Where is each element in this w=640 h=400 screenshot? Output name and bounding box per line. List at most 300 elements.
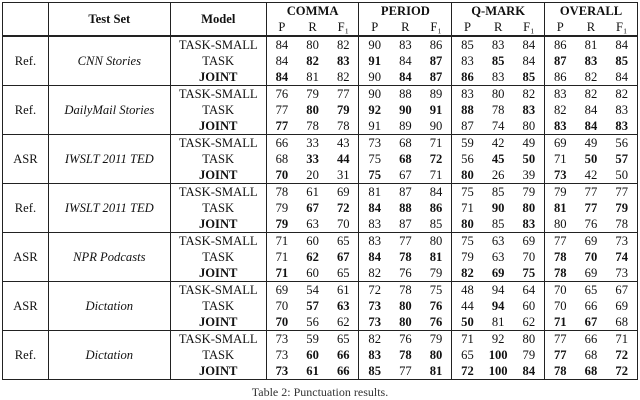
test-type: ASR xyxy=(3,135,49,184)
metric-cell: 66 xyxy=(328,363,359,380)
metric-cell: 71 xyxy=(553,152,567,166)
metric-cell: 70 xyxy=(275,315,289,329)
metric-cell: 71 xyxy=(461,332,474,346)
metric-cell: 87 xyxy=(421,53,452,69)
metric-cell: 83 xyxy=(399,38,412,52)
metric-cell: 80 xyxy=(514,331,545,348)
model-name: TASK xyxy=(170,102,266,118)
test-type: Ref. xyxy=(3,331,49,380)
metric-cell: 90 xyxy=(421,118,452,135)
metric-cell: 77 xyxy=(275,103,289,117)
header-metric: P xyxy=(371,20,379,34)
metric-cell: 81 xyxy=(553,201,567,215)
metric-cell: 85 xyxy=(368,364,381,378)
model-name: TASK-SMALL xyxy=(170,36,266,53)
model-name: TASK-SMALL xyxy=(170,135,266,152)
test-type: Ref. xyxy=(3,36,49,86)
metric-cell: 59 xyxy=(306,332,319,346)
metric-cell: 72 xyxy=(606,347,637,363)
test-set-name: NPR Podcasts xyxy=(48,233,170,282)
metric-cell: 76 xyxy=(421,314,452,331)
metric-cell: 91 xyxy=(368,119,381,133)
metric-cell: 50 xyxy=(514,151,545,167)
metric-cell: 75 xyxy=(461,185,474,199)
test-type: ASR xyxy=(3,233,49,282)
metric-cell: 73 xyxy=(368,315,381,329)
header-metric: R xyxy=(586,20,596,34)
metric-cell: 83 xyxy=(553,119,567,133)
metric-cell: 69 xyxy=(584,266,598,280)
model-name: JOINT xyxy=(170,314,266,331)
metric-cell: 20 xyxy=(306,168,319,182)
metric-cell: 67 xyxy=(584,315,598,329)
metric-cell: 85 xyxy=(514,69,545,86)
model-name: TASK xyxy=(170,200,266,216)
metric-cell: 84 xyxy=(606,36,637,53)
header-metric: R xyxy=(493,20,503,34)
header-metric: F₁ xyxy=(421,19,452,36)
metric-cell: 63 xyxy=(328,298,359,314)
table-row xyxy=(3,331,638,348)
metric-cell: 42 xyxy=(491,136,505,150)
model-name: JOINT xyxy=(170,69,266,86)
metric-cell: 92 xyxy=(491,332,505,346)
metric-cell: 83 xyxy=(368,348,381,362)
metric-cell: 33 xyxy=(306,136,319,150)
metric-cell: 89 xyxy=(421,86,452,103)
metric-cell: 80 xyxy=(306,38,319,52)
metric-cell: 31 xyxy=(328,167,359,184)
metric-cell: 77 xyxy=(553,234,567,248)
metric-cell: 66 xyxy=(328,347,359,363)
metric-cell: 80 xyxy=(461,168,474,182)
metric-cell: 71 xyxy=(606,331,637,348)
metric-cell: 78 xyxy=(399,283,412,297)
metric-cell: 82 xyxy=(514,86,545,103)
metric-cell: 69 xyxy=(275,283,289,297)
metric-cell: 72 xyxy=(421,151,452,167)
metric-cell: 84 xyxy=(514,53,545,69)
metric-cell: 68 xyxy=(606,314,637,331)
metric-cell: 80 xyxy=(306,103,319,117)
metric-cell: 64 xyxy=(514,282,545,299)
metric-cell: 69 xyxy=(606,298,637,314)
metric-cell: 83 xyxy=(584,54,598,68)
metric-cell: 77 xyxy=(584,185,598,199)
metric-cell: 56 xyxy=(306,315,319,329)
results-table xyxy=(2,2,638,380)
metric-cell: 75 xyxy=(461,234,474,248)
metric-cell: 75 xyxy=(514,265,545,282)
model-name: TASK-SMALL xyxy=(170,282,266,299)
metric-cell: 42 xyxy=(584,168,598,182)
model-name: JOINT xyxy=(170,118,266,135)
header-metric: R xyxy=(308,20,317,34)
metric-cell: 73 xyxy=(275,332,289,346)
metric-cell: 76 xyxy=(399,266,412,280)
metric-cell: 73 xyxy=(368,136,381,150)
metric-cell: 78 xyxy=(399,250,412,264)
metric-cell: 54 xyxy=(306,283,319,297)
metric-cell: 78 xyxy=(553,364,567,378)
metric-cell: 67 xyxy=(328,249,359,265)
metric-cell: 82 xyxy=(306,54,319,68)
metric-cell: 50 xyxy=(584,152,598,166)
metric-cell: 75 xyxy=(368,152,381,166)
metric-cell: 63 xyxy=(306,217,319,231)
metric-cell: 84 xyxy=(368,201,381,215)
table-row xyxy=(3,135,638,152)
metric-cell: 61 xyxy=(306,364,319,378)
metric-cell: 80 xyxy=(421,233,452,250)
metric-cell: 33 xyxy=(306,152,319,166)
metric-cell: 78 xyxy=(399,348,412,362)
metric-cell: 82 xyxy=(461,266,474,280)
metric-cell: 73 xyxy=(275,364,289,378)
metric-cell: 87 xyxy=(399,217,412,231)
test-type: Ref. xyxy=(3,184,49,233)
metric-cell: 83 xyxy=(461,87,474,101)
metric-cell: 81 xyxy=(584,38,598,52)
metric-cell: 69 xyxy=(553,136,567,150)
metric-cell: 79 xyxy=(606,200,637,216)
metric-cell: 82 xyxy=(368,266,381,280)
header-metric: P xyxy=(556,20,564,34)
metric-cell: 83 xyxy=(491,70,505,84)
metric-cell: 82 xyxy=(553,103,567,117)
metric-cell: 71 xyxy=(421,167,452,184)
metric-cell: 73 xyxy=(368,299,381,313)
table-caption: Table 2: Punctuation results. xyxy=(251,385,389,399)
metric-cell: 71 xyxy=(275,266,289,280)
metric-cell: 70 xyxy=(514,249,545,265)
metric-cell: 84 xyxy=(514,363,545,380)
metric-cell: 48 xyxy=(461,283,474,297)
metric-cell: 62 xyxy=(328,314,359,331)
metric-cell: 84 xyxy=(275,38,289,52)
metric-cell: 74 xyxy=(606,249,637,265)
metric-cell: 84 xyxy=(399,54,412,68)
metric-cell: 60 xyxy=(514,298,545,314)
metric-cell: 76 xyxy=(399,332,412,346)
metric-cell: 71 xyxy=(275,250,289,264)
header-metric: P xyxy=(278,20,286,34)
metric-cell: 76 xyxy=(275,87,289,101)
metric-cell: 78 xyxy=(491,103,505,117)
metric-cell: 83 xyxy=(606,102,637,118)
metric-cell: 86 xyxy=(461,70,474,84)
metric-cell: 79 xyxy=(421,331,452,348)
header-group-qmark: Q-MARK xyxy=(452,3,545,20)
metric-cell: 78 xyxy=(553,250,567,264)
metric-cell: 67 xyxy=(306,201,319,215)
metric-cell: 80 xyxy=(553,217,567,231)
table-row xyxy=(3,86,638,103)
metric-cell: 57 xyxy=(306,299,319,313)
model-name: JOINT xyxy=(170,265,266,282)
header-metric: P xyxy=(463,20,471,34)
metric-cell: 72 xyxy=(461,364,474,378)
metric-cell: 84 xyxy=(514,36,545,53)
test-set-name: CNN Stories xyxy=(48,36,170,86)
metric-cell: 79 xyxy=(461,250,474,264)
test-set-name: Dictation xyxy=(48,282,170,331)
metric-cell: 71 xyxy=(553,315,567,329)
metric-cell: 73 xyxy=(275,348,289,362)
metric-cell: 77 xyxy=(399,234,412,248)
metric-cell: 60 xyxy=(306,266,319,280)
metric-cell: 57 xyxy=(606,151,637,167)
metric-cell: 86 xyxy=(553,38,567,52)
test-set-name: IWSLT 2011 TED xyxy=(48,135,170,184)
metric-cell: 86 xyxy=(553,70,567,84)
metric-cell: 85 xyxy=(491,54,505,68)
header-type-blank xyxy=(3,3,49,20)
model-name: TASK xyxy=(170,347,266,363)
header-model: Model xyxy=(170,3,266,37)
metric-cell: 89 xyxy=(399,119,412,133)
metric-cell: 77 xyxy=(328,86,359,103)
metric-cell: 79 xyxy=(514,184,545,201)
metric-cell: 90 xyxy=(368,87,381,101)
metric-cell: 81 xyxy=(421,249,452,265)
metric-cell: 79 xyxy=(275,217,289,231)
model-name: TASK xyxy=(170,249,266,265)
metric-cell: 81 xyxy=(421,363,452,380)
metric-cell: 26 xyxy=(491,168,505,182)
metric-cell: 82 xyxy=(606,86,637,103)
model-name: TASK-SMALL xyxy=(170,233,266,250)
metric-cell: 84 xyxy=(606,69,637,86)
table-row xyxy=(3,36,638,53)
metric-cell: 81 xyxy=(306,70,319,84)
metric-cell: 43 xyxy=(328,135,359,152)
table-row xyxy=(3,233,638,250)
metric-cell: 83 xyxy=(514,216,545,233)
metric-cell: 69 xyxy=(584,234,598,248)
metric-cell: 76 xyxy=(421,298,452,314)
metric-cell: 72 xyxy=(368,283,381,297)
metric-cell: 69 xyxy=(491,266,505,280)
metric-cell: 73 xyxy=(553,168,567,182)
metric-cell: 81 xyxy=(368,185,381,199)
metric-cell: 71 xyxy=(461,201,474,215)
metric-cell: 83 xyxy=(328,53,359,69)
metric-cell: 82 xyxy=(368,332,381,346)
metric-cell: 91 xyxy=(368,54,381,68)
metric-cell: 85 xyxy=(421,216,452,233)
table-row xyxy=(3,282,638,299)
metric-cell: 67 xyxy=(399,168,412,182)
model-name: TASK xyxy=(170,298,266,314)
metric-cell: 68 xyxy=(584,348,598,362)
metric-cell: 83 xyxy=(491,38,505,52)
metric-cell: 69 xyxy=(514,233,545,250)
metric-cell: 90 xyxy=(399,103,412,117)
metric-cell: 65 xyxy=(328,331,359,348)
metric-cell: 73 xyxy=(606,265,637,282)
model-name: TASK xyxy=(170,53,266,69)
metric-cell: 74 xyxy=(491,119,505,133)
metric-cell: 77 xyxy=(584,201,598,215)
metric-cell: 70 xyxy=(584,250,598,264)
metric-cell: 65 xyxy=(328,265,359,282)
metric-cell: 49 xyxy=(584,136,598,150)
metric-cell: 88 xyxy=(399,201,412,215)
metric-cell: 86 xyxy=(421,36,452,53)
metric-cell: 80 xyxy=(491,87,505,101)
metric-cell: 92 xyxy=(368,103,381,117)
test-set-name: DailyMail Stories xyxy=(48,86,170,135)
metric-cell: 77 xyxy=(275,119,289,133)
metric-cell: 80 xyxy=(461,217,474,231)
metric-cell: 72 xyxy=(328,200,359,216)
metric-cell: 61 xyxy=(306,185,319,199)
metric-cell: 84 xyxy=(584,103,598,117)
metric-cell: 63 xyxy=(491,234,505,248)
header-metric: F₁ xyxy=(514,19,545,36)
metric-cell: 59 xyxy=(461,136,474,150)
metric-cell: 84 xyxy=(275,70,289,84)
metric-cell: 71 xyxy=(275,234,289,248)
metric-cell: 94 xyxy=(491,299,505,313)
metric-cell: 83 xyxy=(368,217,381,231)
metric-cell: 79 xyxy=(421,265,452,282)
metric-cell: 77 xyxy=(553,332,567,346)
metric-cell: 70 xyxy=(328,216,359,233)
metric-cell: 70 xyxy=(553,299,567,313)
metric-cell: 84 xyxy=(584,119,598,133)
metric-cell: 84 xyxy=(368,250,381,264)
metric-cell: 80 xyxy=(514,200,545,216)
metric-cell: 67 xyxy=(606,282,637,299)
metric-cell: 100 xyxy=(488,348,508,362)
test-set-name: IWSLT 2011 TED xyxy=(48,184,170,233)
metric-cell: 72 xyxy=(606,363,637,380)
metric-cell: 45 xyxy=(491,152,505,166)
metric-cell: 78 xyxy=(275,185,289,199)
metric-cell: 82 xyxy=(584,87,598,101)
metric-cell: 83 xyxy=(368,234,381,248)
metric-cell: 85 xyxy=(606,53,637,69)
metric-cell: 79 xyxy=(275,201,289,215)
metric-cell: 79 xyxy=(306,87,319,101)
metric-cell: 65 xyxy=(461,348,474,362)
model-name: JOINT xyxy=(170,363,266,380)
metric-cell: 91 xyxy=(421,102,452,118)
metric-cell: 70 xyxy=(275,299,289,313)
metric-cell: 68 xyxy=(399,136,412,150)
metric-cell: 77 xyxy=(606,184,637,201)
header-group-comma: COMMA xyxy=(266,3,359,20)
metric-cell: 90 xyxy=(491,201,505,215)
metric-cell: 66 xyxy=(584,299,598,313)
metric-cell: 78 xyxy=(306,119,319,133)
model-name: TASK-SMALL xyxy=(170,86,266,103)
metric-cell: 83 xyxy=(553,87,567,101)
metric-cell: 81 xyxy=(491,315,505,329)
test-type: Ref. xyxy=(3,86,49,135)
metric-cell: 90 xyxy=(368,38,381,52)
metric-cell: 65 xyxy=(328,233,359,250)
model-name: TASK-SMALL xyxy=(170,331,266,348)
metric-cell: 100 xyxy=(488,364,508,378)
metric-cell: 85 xyxy=(491,185,505,199)
metric-cell: 84 xyxy=(275,54,289,68)
metric-cell: 82 xyxy=(328,69,359,86)
metric-cell: 62 xyxy=(306,250,319,264)
metric-cell: 83 xyxy=(606,118,637,135)
metric-cell: 84 xyxy=(421,184,452,201)
metric-cell: 69 xyxy=(328,184,359,201)
table-header xyxy=(3,3,638,37)
metric-cell: 78 xyxy=(606,216,637,233)
metric-cell: 44 xyxy=(461,299,474,313)
metric-cell: 68 xyxy=(399,152,412,166)
metric-cell: 71 xyxy=(421,135,452,152)
table-row xyxy=(3,184,638,201)
table-body xyxy=(3,36,638,380)
header-metric: F₁ xyxy=(328,19,359,36)
metric-cell: 82 xyxy=(328,36,359,53)
metric-cell: 56 xyxy=(606,135,637,152)
metric-cell: 84 xyxy=(399,70,412,84)
test-type: ASR xyxy=(3,282,49,331)
header-group-period: PERIOD xyxy=(359,3,452,20)
metric-cell: 87 xyxy=(461,119,474,133)
metric-cell: 79 xyxy=(514,347,545,363)
metric-cell: 78 xyxy=(328,118,359,135)
metric-cell: 79 xyxy=(328,102,359,118)
metric-cell: 76 xyxy=(584,217,598,231)
metric-cell: 79 xyxy=(553,185,567,199)
model-name: JOINT xyxy=(170,216,266,233)
metric-cell: 83 xyxy=(461,54,474,68)
metric-cell: 88 xyxy=(399,87,412,101)
metric-cell: 70 xyxy=(275,168,289,182)
header-metric: F₁ xyxy=(606,19,637,36)
header-test-set: Test Set xyxy=(48,3,170,37)
metric-cell: 77 xyxy=(553,348,567,362)
metric-cell: 82 xyxy=(584,70,598,84)
metric-cell: 94 xyxy=(491,283,505,297)
metric-cell: 88 xyxy=(461,103,474,117)
model-name: TASK-SMALL xyxy=(170,184,266,201)
metric-cell: 56 xyxy=(461,152,474,166)
metric-cell: 75 xyxy=(421,282,452,299)
metric-cell: 44 xyxy=(328,151,359,167)
header-metric: R xyxy=(401,20,410,34)
test-set-name: Dictation xyxy=(48,331,170,380)
model-name: TASK xyxy=(170,151,266,167)
metric-cell: 66 xyxy=(584,332,598,346)
model-name: JOINT xyxy=(170,167,266,184)
metric-cell: 60 xyxy=(306,348,319,362)
metric-cell: 62 xyxy=(514,314,545,331)
metric-cell: 68 xyxy=(275,152,289,166)
metric-cell: 87 xyxy=(553,54,567,68)
metric-cell: 68 xyxy=(584,364,598,378)
metric-cell: 63 xyxy=(491,250,505,264)
metric-cell: 49 xyxy=(514,135,545,152)
metric-cell: 80 xyxy=(399,299,412,313)
header-group-overall: OVERALL xyxy=(545,3,638,20)
metric-cell: 73 xyxy=(606,233,637,250)
metric-cell: 50 xyxy=(606,167,637,184)
metric-cell: 75 xyxy=(368,168,381,182)
metric-cell: 87 xyxy=(399,185,412,199)
metric-cell: 80 xyxy=(399,315,412,329)
